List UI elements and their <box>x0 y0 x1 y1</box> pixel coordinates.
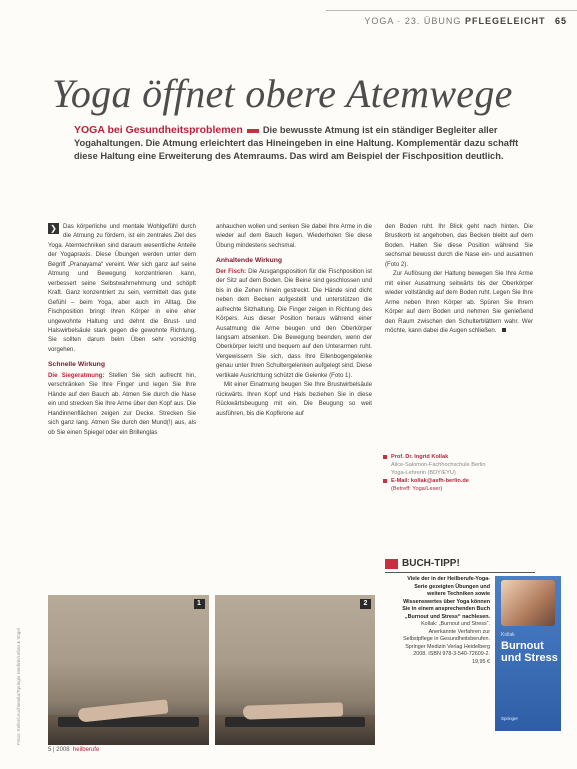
author-qualification: Yoga-Lehrerin (BDY/EYU) <box>391 470 456 476</box>
c2-body: Die Ausgangsposition für die Fischposition ist der Sitz auf dem Boden. Die Beine sind geschlossen und bis in die Zehen hinein gestreckt. Die Hände sind dicht neben dem Becken aufgestellt und unterstützen die aufrechte Sitzhaltung. Die Finger zeigen in Richtung des Körpers. Aus dieser Position heraus während einer Ausatmung die Arme beugen und den Oberkörper langsam absenken. Die Bewegung beenden, wenn der Oberkörper leicht und bequem auf den Unterarmen ruht. Vergewissern Sie sich, dass Ihre Ellenbogengelenke genau unter Ihren Schultergelenken aufgelegt sind. Diese vertikale Ausrichtung schützt die Gelenke (Foto 1). <box>216 267 372 379</box>
article-lead <box>74 124 534 164</box>
c2-body-2: Mit einer Einatmung beugen Sie Ihre Brustwirbelsäule rückwärts. Ihren Kopf und Hals beziehen Sie in diese Rückwärtsbeugung mit ein. Die Beugung so weit ausführen, bis die Kopfkrone auf <box>216 381 372 417</box>
author-subject: (Betreff: Yoga/Leser) <box>391 486 443 492</box>
c1-intro: Das körperliche und mentale Wohlgefühl durch die Atmung zu fördern, ist ein zentrales Ziel des Yoga. Atemtechniken sind daraum wesentliche Anteile der Yogapraxis. Diese Übungen werden unter dem Begriff „Pranayama“ vereint. Wer sich ganz auf seine Atmung und Bewegung konzentrieren kann, verbessert seine Selbstwahrnehmung und schöpft Kraft. Ganz konzentriert zu sein, vermittelt das gute Gefühl – beim Yoga, aber auch im Alltag. Die Fischposition bringt Ihren Körper in eine eher ungewohnte Haltung und dehnt die Brust- und Halswirbelsäule stark gegen die gewohnte Richtung. Sie sollten darum beim Üben sehr vorsichtig vorgehen. <box>48 223 196 353</box>
book-author: Kollak <box>501 632 515 638</box>
column-3 <box>385 222 533 335</box>
c2-subheading: Anhaltende Wirkung <box>216 257 283 265</box>
footer <box>48 747 99 753</box>
photo-1 <box>48 595 209 745</box>
article-title: Yoga öffnet obere Atemwege <box>52 71 513 116</box>
book-cover-photo <box>501 580 555 626</box>
book-tip-header <box>385 555 535 569</box>
c3-body-2: Zur Auflösung der Haltung bewegen Sie Ihre Arme mit einer Ausatmung seitwärts bis der Oberkörper wieder vollständig auf dem Boden ruht. Legen Sie Ihre Arme neben Ihren Körper ab. Spüren Sie Ihrem Körper auf dem Boden und nehmen Sie genießend den Raum zwischen den Schulterblättern wahr. Wer möchte, kann dabei die Augen schließen. <box>385 270 533 334</box>
lead-text: Die bewusste Atmung ist ein ständiger Begleiter aller Yogahaltungen. Die Atmung erleichtert das Hineingeben in eine Haltung. Komplementär dazu schafft diese Haltung eine Erweiterung des Atemraums. Das wird am Beispiel der Fischposition deutlich. <box>74 125 519 162</box>
book-tip-details: Kollak: „Burnout und Stress“. Anerkannte Verfahren zur Selbstpflege in Gesundheitsberufen. Springer Medizin Verlag Heidelberg 2008. ISBN 978-3-540-72609-2. 19,95 € <box>403 621 490 665</box>
photo-credit: Fotos: Keller/Leuchtendur/Springer Medizin/Urban & Vogel <box>16 628 21 745</box>
book-title-1: Burnout <box>501 640 544 652</box>
author-box <box>383 453 533 493</box>
book-publisher: Springer <box>501 716 519 721</box>
arrow-right-icon: ❯ <box>48 223 59 234</box>
book-tip-bold: Viele der in der Heilberufe-Yoga-Serie gezeigten Übungen und weitere Techniken sowie Wissenswertes über Yoga können Sie in einem ansprechenden Buch „Burnout und Stress“ nachlesen. <box>402 576 490 620</box>
c1-body: Stellen Sie sich aufrecht hin, verschränken Sie Ihre Finger und legen Sie Ihre Hände auf den Bauch ab. Atmen Sie durch die Nase ein und strecken Sie Ihre Arme über den Kopf aus. Die Handinnenflächen zeigen zur Decke. Strecken Sie sich ganz lang. Atmen Sie durch den Mund(!) aus, als ob Sie einen Spiegel oder ein Brillenglas <box>48 371 196 436</box>
author-email[interactable]: E-Mail: kollak@asfh-berlin.de <box>391 478 469 484</box>
c1-lead-word: Die Siegeratmung: <box>48 371 105 379</box>
c2-intro: anhauchen wollen und senken Sie dabei Ihre Arme in die wieder auf dem Bauch liegen. Wiederholen Sie diese Übung mindestens sechsmal. <box>216 223 372 249</box>
photo-number-2: 2 <box>360 599 371 609</box>
running-header <box>364 16 567 26</box>
photo-2 <box>215 595 376 745</box>
header-series: PFLEGELEICHT <box>464 16 546 26</box>
book-cover <box>495 576 561 731</box>
book-tip-label: BUCH-TIPP! <box>402 558 460 570</box>
photo-number-1: 1 <box>194 599 205 609</box>
c1-subheading: Schnelle Wirkung <box>48 361 105 369</box>
header-rule <box>326 10 577 11</box>
column-1 <box>48 222 196 437</box>
footer-issue: 5 | 2008 <box>48 747 70 753</box>
book-tip-rule <box>385 572 535 573</box>
photo-row <box>48 595 375 745</box>
red-square-icon <box>383 455 387 459</box>
end-mark-icon <box>502 328 506 332</box>
author-affiliation: Alice-Salomon-Fachhochschule Berlin <box>391 462 486 468</box>
column-2 <box>216 222 372 418</box>
footer-brand: heilberufe <box>72 747 100 753</box>
book-tip-text <box>400 576 490 666</box>
book-title-2: und Stress <box>501 652 558 664</box>
lead-kicker: YOGA bei Gesundheitsproblemen <box>74 124 243 136</box>
c2-lead-word: Der Fisch: <box>216 267 247 275</box>
author-name: Prof. Dr. Ingrid Kollak <box>391 454 449 460</box>
kicker-dash <box>247 129 259 133</box>
red-bar-icon <box>385 559 398 569</box>
page-number: 65 <box>554 16 567 26</box>
red-square-icon <box>383 479 387 483</box>
header-section: YOGA · 23. ÜBUNG <box>364 16 462 26</box>
c3-body-1: den Boden ruht. Ihr Blick geht nach hinten. Die Brustkorb ist angehoben, das Becken bleibt auf dem Boden. Halten Sie diese Position während Sie sechsmal bewusst durch die Nase ein- und ausatmen (Foto 2). <box>385 223 533 268</box>
